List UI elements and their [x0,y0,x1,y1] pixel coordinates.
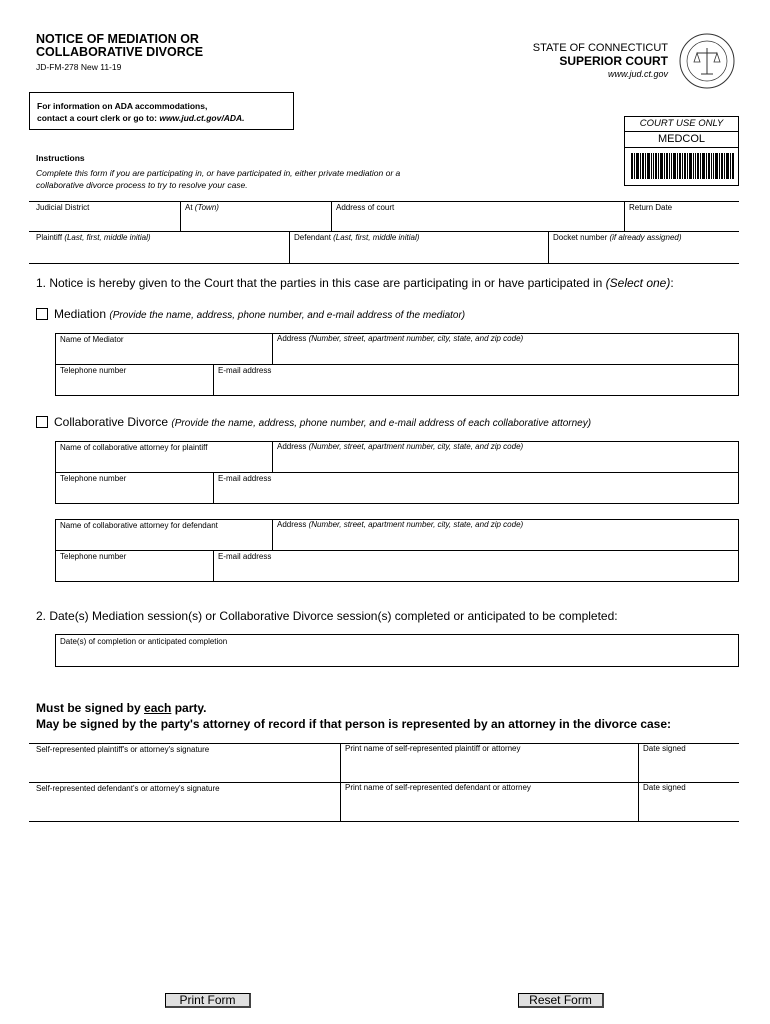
section1-question-prefix: 1. Notice is hereby given to the Court that the parties in this case are participating in or have participated in [36,276,606,290]
plaintiff-attorney-name-label: Name of collaborative attorney for plaintiff [60,443,208,452]
plaintiff-print-name-label: Print name of self-represented plaintiff or attorney [345,744,521,753]
court-website: www.jud.ct.gov [607,69,668,79]
plaintiff-attorney-address-field[interactable] [273,440,739,471]
defendant-date-signed-field[interactable] [639,781,739,820]
defendant-date-signed-label: Date signed [643,783,686,792]
completion-dates-field[interactable] [55,634,739,667]
collaborative-hint: (Provide the name, address, phone number, and e-mail address of each collaborative attorney) [171,418,592,429]
plaintiff-field[interactable] [32,231,289,263]
signature-heading-emphasis: each [144,701,172,715]
defendant-attorney-address-field[interactable] [273,518,739,549]
docket-number-field[interactable] [549,231,739,263]
mediator-name-label: Name of Mediator [60,335,124,344]
defendant-attorney-email-label: E-mail address [218,552,272,561]
signature-heading [36,700,671,732]
court-name: SUPERIOR COURT [559,54,668,68]
return-date-field[interactable] [625,201,739,231]
plaintiff-signature-label: Self-represented plaintiff's or attorney's signature [36,745,210,754]
defendant-print-name-label: Print name of self-represented defendant or attorney [345,783,531,792]
town-label-prefix: At [185,203,195,212]
mediator-address-label-prefix: Address [277,334,309,343]
completion-dates-label: Date(s) of completion or anticipated completion [60,637,228,646]
plaintiff-date-signed-label: Date signed [643,744,686,753]
address-of-court-label: Address of court [336,203,395,212]
instructions-text: Complete this form if you are participating in, or have participated in, either private mediation or a collaborative divorce process to try to resolve your case. [36,168,401,190]
section1-question [36,276,756,290]
collaborative-checkbox[interactable] [36,416,48,428]
signature-table-border [29,821,739,822]
plaintiff-attorney-phone-label: Telephone number [60,474,127,483]
form-title-line2: COLLABORATIVE DIVORCE [36,45,204,59]
mediator-email-label: E-mail address [218,366,272,375]
judicial-district-label: Judicial District [36,203,90,212]
plaintiff-signature-field[interactable] [32,743,340,782]
collaborative-label: Collaborative Divorce [54,415,172,429]
defendant-field[interactable] [290,231,548,263]
court-header [533,42,668,81]
plaintiff-attorney-address-label-prefix: Address [277,442,309,451]
ada-line2-prefix: contact a court clerk or go to: [37,113,160,123]
mediator-phone-field[interactable] [56,364,213,396]
mediator-address-field[interactable] [273,332,739,363]
defendant-label-prefix: Defendant [294,233,334,242]
defendant-attorney-name-field[interactable] [56,519,272,550]
mediation-checkbox[interactable] [36,308,48,320]
defendant-attorney-address-label-prefix: Address [277,520,309,529]
defendant-signature-label: Self-represented defendant's or attorney's signature [36,784,220,793]
defendant-attorney-name-label: Name of collaborative attorney for defendant [60,521,218,530]
defendant-attorney-phone-field[interactable] [56,550,213,582]
mediation-label: Mediation [54,307,110,321]
address-of-court-field[interactable] [332,201,624,231]
town-label-hint: (Town) [194,203,219,212]
form-title-line1: NOTICE OF MEDIATION OR [36,32,199,46]
barcode-icon [631,153,734,179]
plaintiff-attorney-phone-field[interactable] [56,472,213,504]
defendant-attorney-address-label-hint: (Number, street, apartment number, city, state, and zip code) [308,520,524,529]
plaintiff-print-name-field[interactable] [341,742,638,781]
court-use-only-box [624,116,739,186]
defendant-signature-field[interactable] [32,782,340,821]
mediator-phone-label: Telephone number [60,366,127,375]
state-seal-icon [678,32,736,90]
defendant-print-name-field[interactable] [341,781,638,820]
signature-heading-line2: May be signed by the party's attorney of record if that person is represented by an attorney in the divorce case: [36,717,672,731]
ada-line1: For information on ADA accommodations, [37,101,208,111]
mediator-address-label-hint: (Number, street, apartment number, city, state, and zip code) [308,334,524,343]
court-use-code: MEDCOL [625,132,738,148]
docket-label-hint: (if already assigned) [609,233,682,242]
mediation-hint: (Provide the name, address, phone number, and e-mail address of the mediator) [109,310,466,321]
mediator-name-field[interactable] [56,333,272,364]
state-name: STATE OF CONNECTICUT [532,42,668,54]
case-table-bottom-border [29,263,739,264]
town-field[interactable] [181,201,331,231]
reset-form-button[interactable]: Reset Form [518,993,604,1008]
defendant-attorney-phone-label: Telephone number [60,552,127,561]
section1-question-hint: (Select one) [605,276,671,290]
print-form-button[interactable]: Print Form [165,993,251,1008]
form-title [36,33,203,59]
ada-line2 [37,112,286,124]
mediator-email-field[interactable] [214,364,739,396]
defendant-attorney-email-field[interactable] [214,550,739,582]
mediation-option [54,307,465,321]
defendant-label-hint: (Last, first, middle initial) [333,233,420,242]
instructions-heading: Instructions [36,153,85,163]
plaintiff-attorney-address-label-hint: (Number, street, apartment number, city, state, and zip code) [308,442,524,451]
plaintiff-attorney-name-field[interactable] [56,441,272,472]
return-date-label: Return Date [629,203,673,212]
signature-heading-suffix: party. [171,701,207,715]
docket-label-prefix: Docket number [553,233,610,242]
section1-question-suffix: : [670,276,674,290]
judicial-district-field[interactable] [32,201,180,231]
plaintiff-date-signed-field[interactable] [639,742,739,781]
section2-question: 2. Date(s) Mediation session(s) or Collaborative Divorce session(s) completed or anticipated to be completed: [36,609,618,623]
court-use-label: COURT USE ONLY [625,117,738,132]
collaborative-option [54,415,591,429]
plaintiff-label-hint: (Last, first, middle initial) [64,233,151,242]
plaintiff-label-prefix: Plaintiff [36,233,65,242]
plaintiff-attorney-email-field[interactable] [214,472,739,504]
form-number: JD-FM-278 New 11-19 [36,62,122,72]
ada-link[interactable]: www.jud.ct.gov/ADA. [159,113,245,123]
signature-heading-line1 [36,700,671,716]
signature-heading-prefix: Must be signed by [36,701,145,715]
ada-info-box [29,92,294,130]
plaintiff-attorney-email-label: E-mail address [218,474,272,483]
